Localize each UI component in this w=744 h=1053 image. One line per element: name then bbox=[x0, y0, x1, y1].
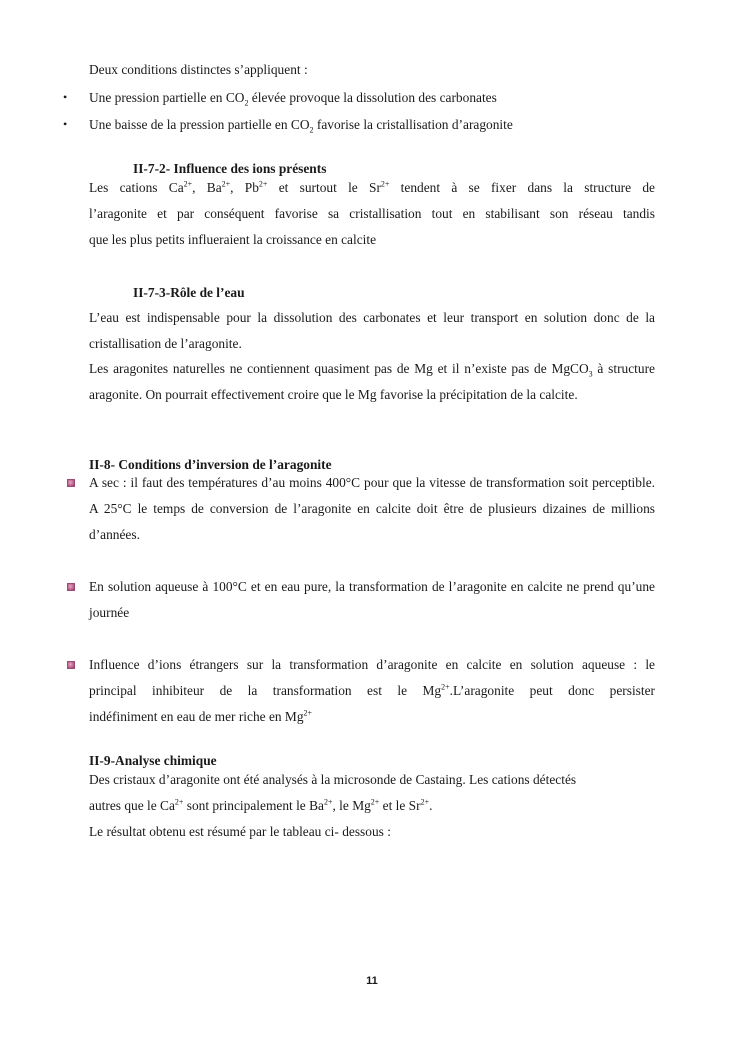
bullet-icon: • bbox=[63, 117, 68, 131]
paragraph-analyse-line2: autres que le $Ca^{2+}$ sont principalement le $Ba^{2+}$, le $Mg^{2+}$ et le $Sr^{2+}$. bbox=[89, 797, 433, 813]
paragraph-ions-line2: l’aragonite et par conséquent favorise sa cristallisation tout en stabilisant son réseau tandis bbox=[89, 206, 655, 221]
condition-2: Une baisse de la pression partielle en $CO_2$ favorise la cristallisation d’aragonite bbox=[89, 117, 513, 135]
square-bullet-icon bbox=[67, 661, 75, 669]
bullet-ions-etrangers-line3: indéfiniment en eau de mer riche en $Mg^{2+}$ bbox=[89, 708, 313, 724]
paragraph-ions-line3: que les plus petits influeraient la croissance en calcite bbox=[89, 232, 377, 247]
paragraph-analyse-line3: Le résultat obtenu est résumé par le tableau ci- dessous : bbox=[89, 824, 391, 839]
section-heading-ii-7-3: II-7-3-Rôle de l’eau bbox=[133, 285, 245, 300]
page-number: 11 bbox=[366, 975, 378, 987]
paragraph-role-eau: L’eau est indispensable pour la dissolution des carbonates et leur transport en solution donc de la cristallisation de l’aragonite. bbox=[89, 310, 655, 351]
bullet-ions-etrangers-line2: principal inhibiteur de la transformation est le $Mg^{2+}.L’aragonite$ peut donc persister bbox=[89, 682, 656, 698]
bullet-a-sec: A sec : il faut des températures d’au moins 400°C pour que la vitesse de transformation soit perceptible. A 25°C le temps de conversion de l’aragonite en calcite doit être de plusieurs dizaines de millions d’années. bbox=[89, 475, 655, 542]
square-bullet-icon bbox=[67, 583, 75, 591]
bullet-solution-aqueuse: En solution aqueuse à 100°C et en eau pure, la transformation de l’aragonite en calcite ne prend qu’une journée bbox=[89, 579, 655, 620]
intro-text: Deux conditions distinctes s’appliquent : bbox=[89, 62, 308, 77]
square-bullet-icon bbox=[67, 479, 75, 487]
bullet-icon: • bbox=[63, 90, 68, 104]
bullet-ions-etrangers-line1: Influence d’ions étrangers sur la transformation d’aragonite en calcite en solution aqueuse : le bbox=[89, 657, 655, 672]
paragraph-aragonites-naturelles: Les aragonites naturelles ne contiennent quasiment pas de Mg et il n’existe pas de MgCO$_3$ à structure aragonite. On pourrait effectivement croire que le Mg favorise la précipitation de la calcite. bbox=[89, 361, 655, 402]
section-heading-ii-8: II-8- Conditions d’inversion de l’aragonite bbox=[89, 457, 332, 472]
paragraph-analyse-line1: Des cristaux d’aragonite ont été analysés à la microsonde de Castaing. Les cations détectés bbox=[89, 772, 577, 787]
paragraph-ions-line1: Les cations $Ca^{2+}$, $Ba^{2+}$, $Pb^{2+}$ et surtout le $Sr^{2+}$ tendent à se fixer dans la structure de bbox=[89, 179, 655, 195]
condition-1: Une pression partielle en $CO_2$ élevée provoque la dissolution des carbonates bbox=[89, 90, 497, 108]
section-heading-ii-7-2: II-7-2- Influence des ions présents bbox=[133, 161, 327, 176]
section-heading-ii-9: II-9-Analyse chimique bbox=[89, 753, 217, 768]
